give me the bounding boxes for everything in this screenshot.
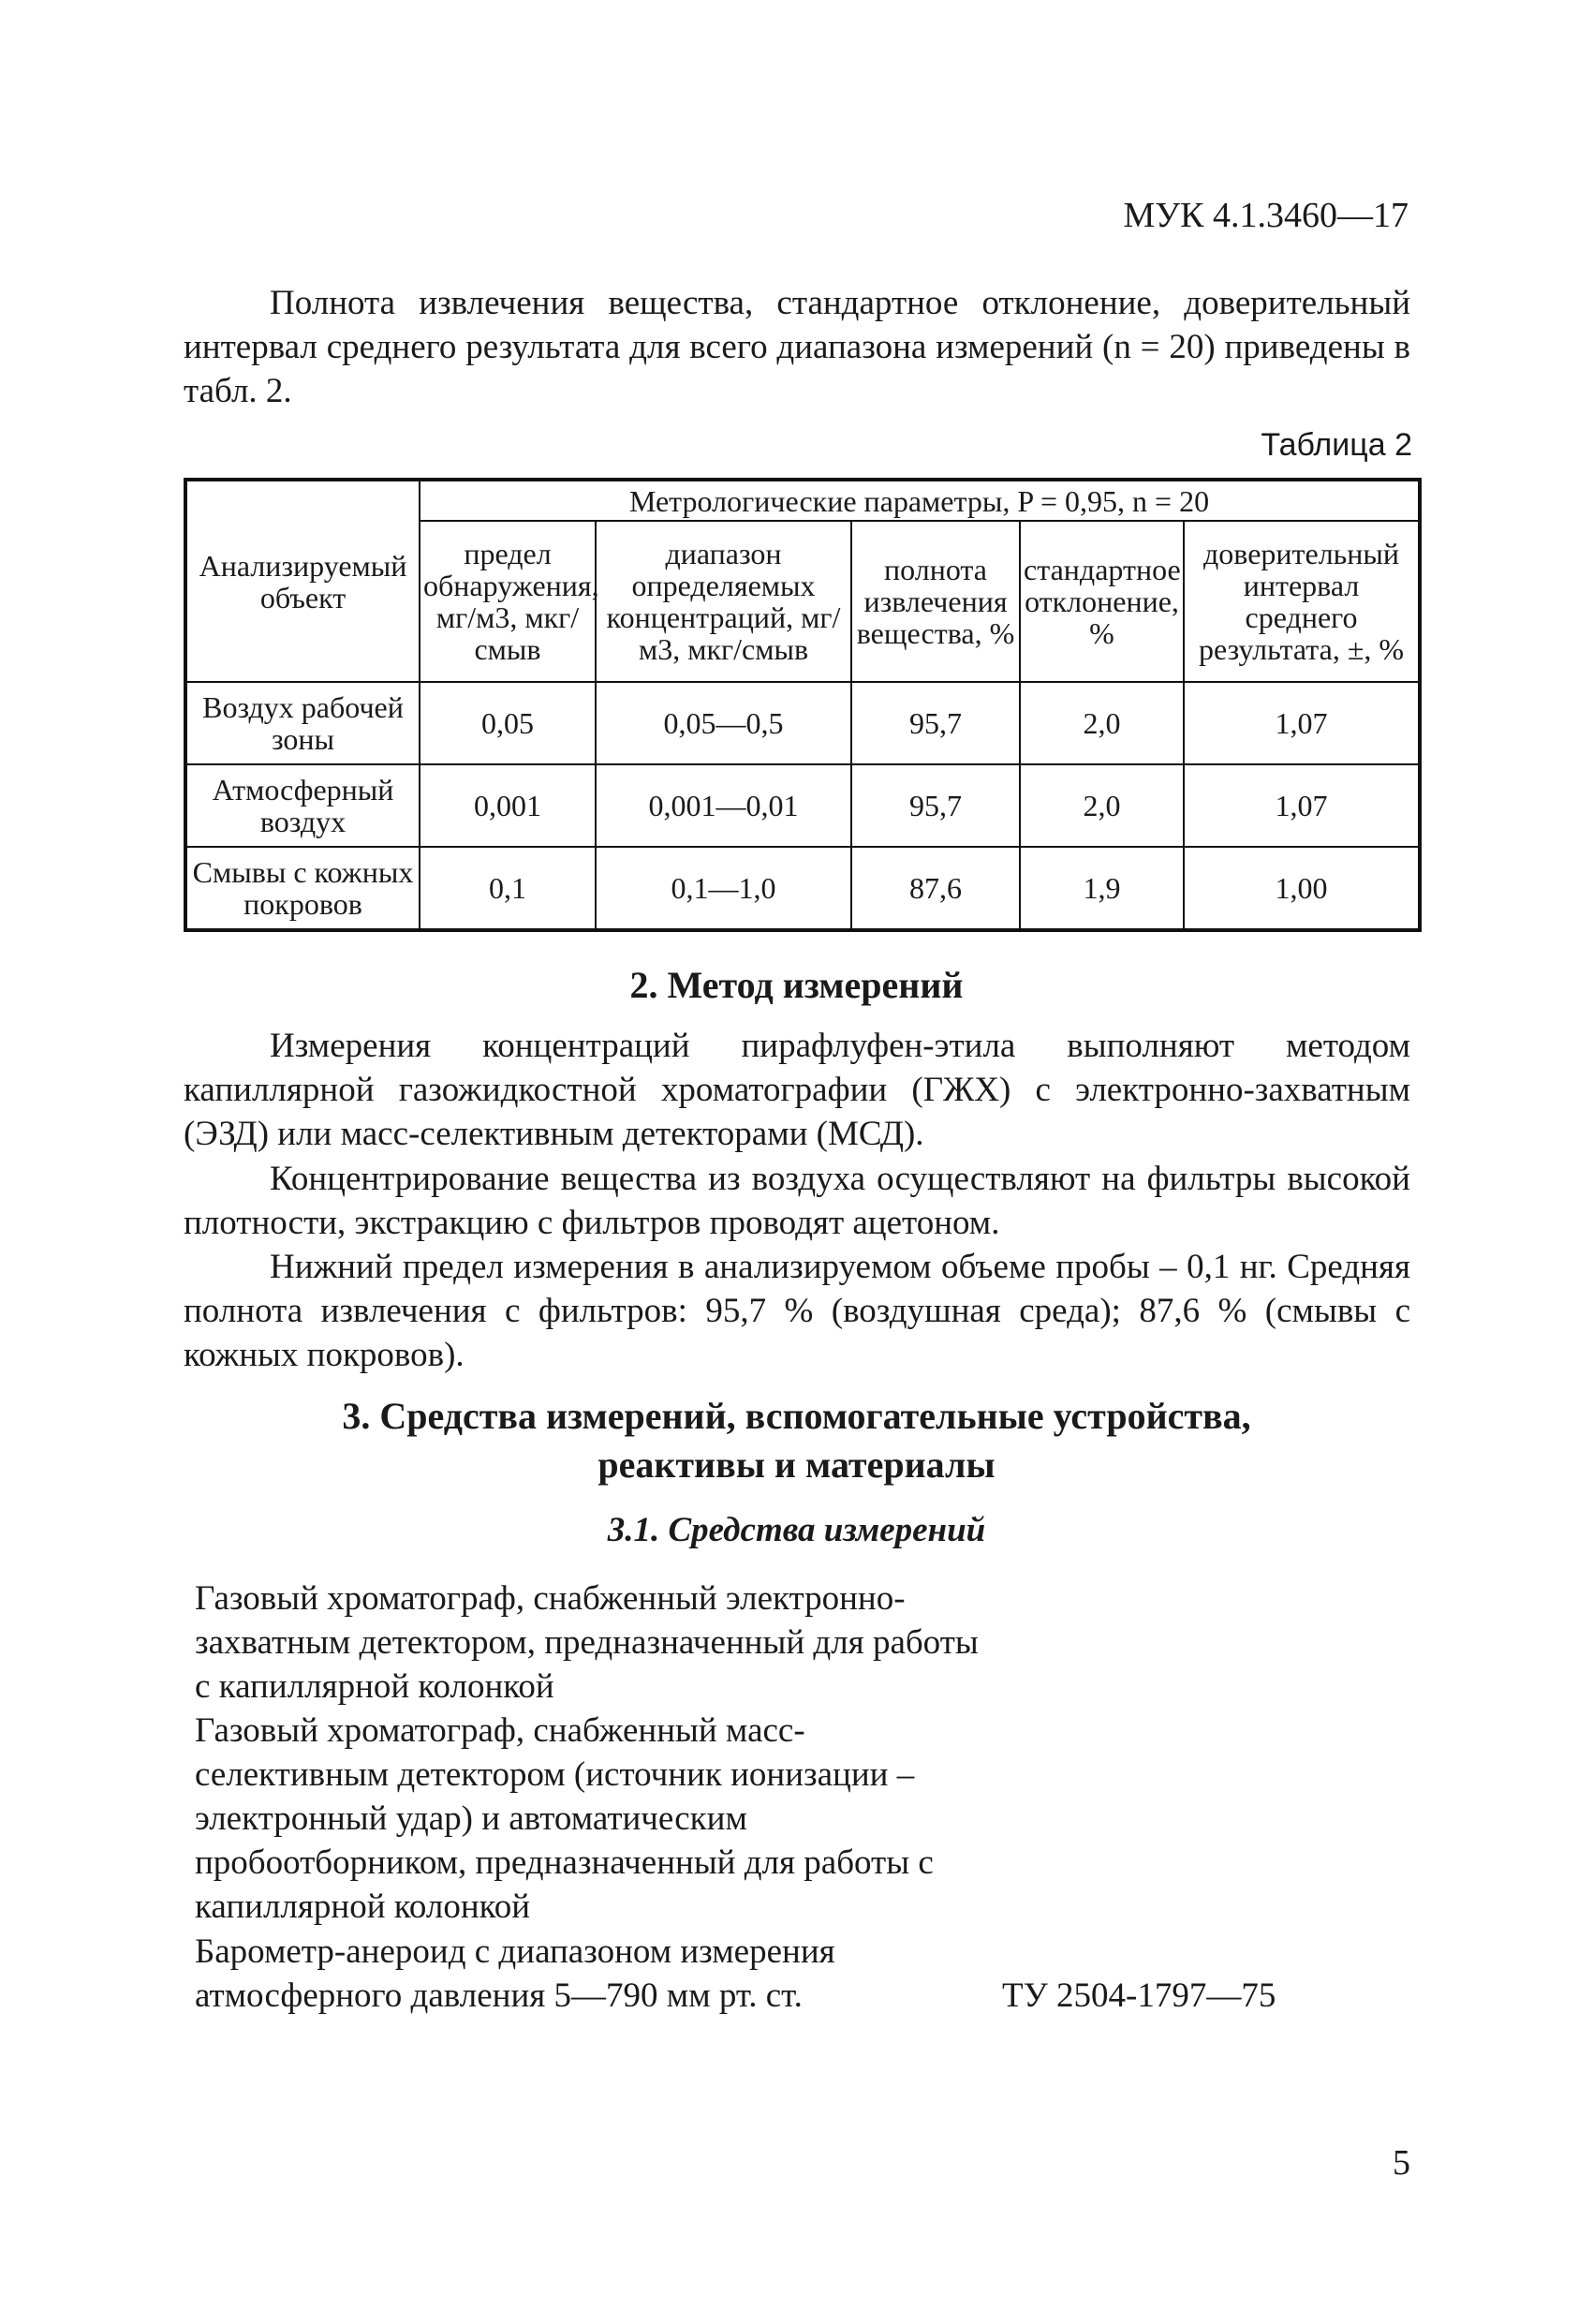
section-3-1-subheading: 3.1. Средства измерений [607, 1511, 986, 1549]
equipment-item-barometer: Барометр-анероид с диапазоном измерения атмосферного давления 5—790 мм рт. ст. [195, 1932, 835, 2015]
row-object: Воздух рабочей зоны [185, 682, 420, 764]
cell-detection-limit: 0,05 [420, 682, 596, 764]
cell-recovery: 87,6 [851, 847, 1020, 930]
intro-paragraph: Полнота извлечения вещества, стандартное отклонение, доверительный интервал среднего результата для всего диапазона измерений (n = 20) приведены в табл. 2. [184, 284, 1410, 410]
equipment-ref-barometer: ТУ 2504-1797—75 [1002, 1976, 1276, 2015]
equipment-item-gc-msd: Газовый хроматограф, снабженный масс-селективным детектором (источник ионизации – электронный удар) и автоматическим пробоотборником, предназначенный для работы с капиллярной колонкой [195, 1711, 934, 1926]
cell-detection-limit: 0,001 [420, 764, 596, 847]
column-header-std-deviation: стандартное отклонение, % [1020, 521, 1184, 682]
cell-detection-limit: 0,1 [420, 847, 596, 930]
column-header-recovery: полнота извлечения вещества, % [851, 521, 1020, 682]
cell-confidence-interval: 1,07 [1184, 764, 1420, 847]
row-object: Атмосферный воздух [185, 764, 420, 847]
section-3-heading-line-2: реактивы и материалы [597, 1443, 996, 1486]
cell-std-deviation: 1,9 [1020, 847, 1184, 930]
section-2-heading: 2. Метод измерений [629, 964, 964, 1006]
page-number: 5 [1393, 2143, 1410, 2183]
column-header-confidence-interval: доверительный интервал среднего результата, ±, % [1184, 521, 1420, 682]
section-2-paragraph-3: Нижний предел измерения в анализируемом объеме пробы – 0,1 нг. Средняя полнота извлечения с фильтров: 95,7 % (воздушная среда); 87,6 % (смывы с кожных покровов). [184, 1248, 1410, 1374]
table-row [185, 682, 1420, 764]
section-2-paragraph-2: Концентрирование вещества из воздуха осуществляют на фильтры высокой плотности, экстракцию с фильтров проводят ацетоном. [184, 1160, 1410, 1242]
section-2-paragraph-1: Измерения концентраций пирафлуфен-этила выполняют методом капиллярной газожидкостной хроматографии (ГЖХ) с электронно-захватным (ЭЗД) или масс-селективным детекторами (МСД). [184, 1027, 1410, 1153]
cell-range: 0,001—0,01 [596, 764, 851, 847]
cell-std-deviation: 2,0 [1020, 682, 1184, 764]
equipment-item-gc-ecd: Газовый хроматограф, снабженный электронно-захватным детектором, предназначенный для работы с капиллярной колонкой [195, 1579, 979, 1706]
document-code: МУК 4.1.3460—17 [1123, 196, 1409, 235]
cell-recovery: 95,7 [851, 682, 1020, 764]
cell-std-deviation: 2,0 [1020, 764, 1184, 847]
table-row [185, 847, 1420, 930]
row-object: Смывы с кожных покровов [185, 847, 420, 930]
cell-recovery: 95,7 [851, 764, 1020, 847]
metrology-group-header: Метрологические параметры, P = 0,95, n = 20 [420, 480, 1420, 521]
cell-range: 0,1—1,0 [596, 847, 851, 930]
column-header-detection-limit: предел обнаружения, мг/м3, мкг/смыв [420, 521, 596, 682]
section-3-heading-line-1: 3. Средства измерений, вспомогательные устройства, [342, 1395, 1251, 1437]
cell-range: 0,05—0,5 [596, 682, 851, 764]
table-caption: Таблица 2 [1261, 427, 1412, 463]
table-row [185, 764, 1420, 847]
table-header-row [185, 480, 1420, 521]
metrology-table [184, 478, 1422, 932]
object-column-header: Анализируемый объект [185, 480, 420, 682]
cell-confidence-interval: 1,00 [1184, 847, 1420, 930]
cell-confidence-interval: 1,07 [1184, 682, 1420, 764]
column-header-range: диапазон определяемых концентраций, мг/м3, мкг/смыв [596, 521, 851, 682]
